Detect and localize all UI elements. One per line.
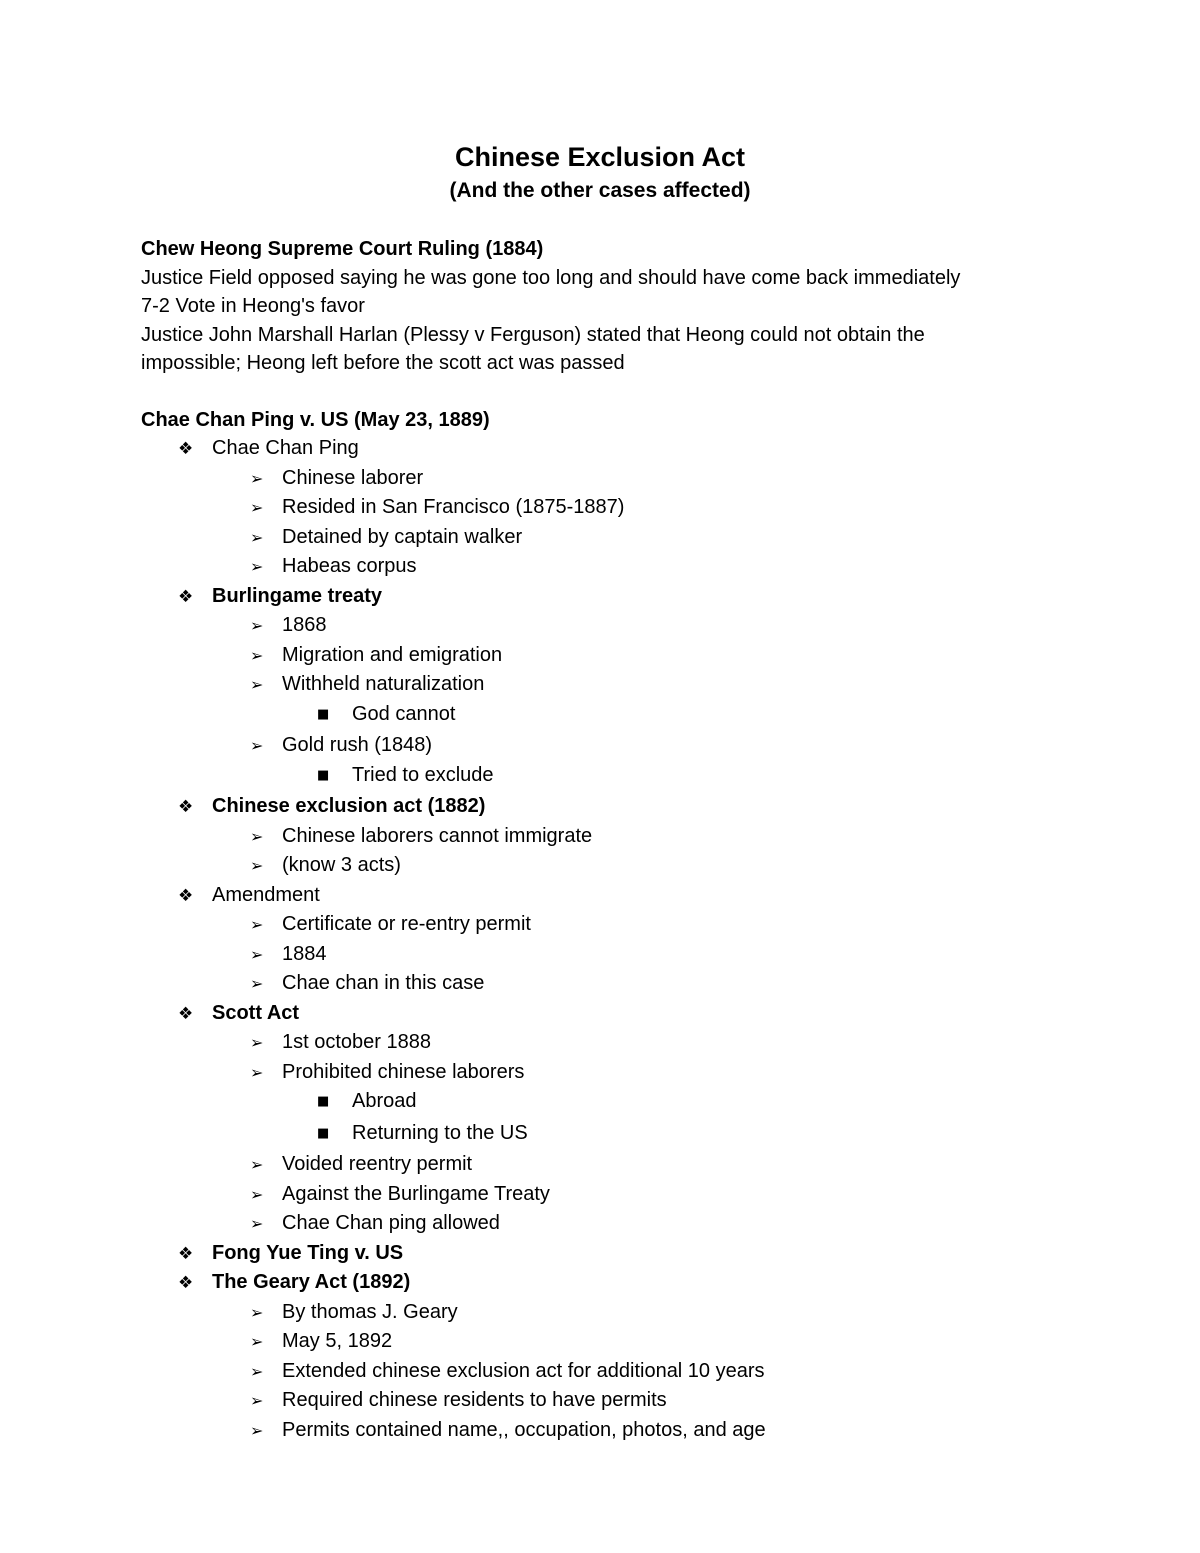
diamond-bullet-icon: ❖ — [178, 885, 194, 906]
sub-list-item — [141, 910, 1061, 940]
arrow-bullet-icon: ➢ — [250, 1155, 264, 1174]
sub-list-item — [141, 1150, 1061, 1180]
list-item — [141, 582, 1061, 612]
arrow-bullet-icon: ➢ — [250, 645, 264, 665]
sub-sub-list-item-label: Tried to exclude — [352, 763, 494, 786]
document-subtitle: (And the other cases affected) — [449, 179, 751, 202]
paragraph-line: Justice Field opposed saying he was gone too long and should have come back immediately — [141, 266, 961, 289]
sub-list-item — [141, 1327, 1061, 1357]
arrow-bullet-icon: ➢ — [250, 1062, 264, 1082]
sub-list-item — [141, 464, 1061, 494]
square-bullet-icon: ■ — [317, 1125, 330, 1141]
sub-list-item — [141, 1028, 1061, 1058]
arrow-bullet-icon: ➢ — [250, 1184, 264, 1204]
sub-list-item-label: 1884 — [282, 942, 327, 965]
section-heading-chew-heong: Chew Heong Supreme Court Ruling (1884) — [141, 238, 544, 260]
list-item-label: Amendment — [212, 883, 320, 906]
arrow-bullet-icon: ➢ — [250, 826, 264, 846]
list-item — [141, 792, 1061, 822]
arrow-bullet-icon: ➢ — [250, 1361, 264, 1381]
sub-list-item — [141, 552, 1061, 582]
sub-list-item-label: Extended chinese exclusion act for additional 10 years — [282, 1359, 765, 1382]
arrow-bullet-icon: ➢ — [250, 944, 264, 964]
list-item-label: Chae Chan Ping — [212, 437, 359, 459]
sub-list-item-label: Detained by captain walker — [282, 525, 523, 548]
square-bullet-icon: ■ — [317, 706, 330, 722]
sub-list-item — [141, 1298, 1061, 1328]
list-item — [141, 881, 1061, 911]
list-item — [141, 1239, 1061, 1269]
diamond-bullet-icon: ❖ — [178, 797, 194, 817]
sub-list-item — [141, 1058, 1061, 1088]
sub-list-item — [141, 1180, 1061, 1210]
list-item — [141, 999, 1061, 1029]
sub-list-item-label: Resided in San Francisco (1875-1887) — [282, 496, 625, 518]
sub-list-item-label: 1st october 1888 — [282, 1031, 431, 1053]
sub-list-item — [141, 822, 1061, 852]
document-title: Chinese Exclusion Act — [454, 142, 746, 172]
sub-list-item-label: Certificate or re-entry permit — [282, 913, 531, 935]
sub-list-item — [141, 523, 1061, 553]
sub-list-item-label: (know 3 acts) — [282, 854, 401, 876]
sub-sub-list-item — [141, 761, 1061, 793]
document-body — [141, 235, 1061, 1445]
sub-list-item — [141, 1416, 1061, 1446]
diamond-bullet-icon: ❖ — [178, 1003, 194, 1024]
list-item-label: Scott Act — [212, 1001, 300, 1024]
sub-sub-list-item — [141, 1119, 1061, 1151]
sub-list-item-label: Against the Burlingame Treaty — [282, 1182, 550, 1205]
list-item — [141, 1268, 1061, 1298]
arrow-bullet-icon: ➢ — [250, 616, 264, 635]
diamond-bullet-icon: ❖ — [178, 1273, 194, 1293]
sub-list-item — [141, 611, 1061, 641]
arrow-bullet-icon: ➢ — [250, 736, 264, 755]
section-heading-chae-chan-ping: Chae Chan Ping v. US (May 23, 1889) — [141, 408, 490, 431]
sub-sub-list-item-label: Abroad — [352, 1090, 417, 1112]
arrow-bullet-icon: ➢ — [250, 974, 264, 993]
sub-list-item-label: Gold rush (1848) — [282, 734, 433, 756]
arrow-bullet-icon: ➢ — [250, 1302, 264, 1322]
sub-list-item-label: May 5, 1892 — [282, 1330, 393, 1352]
arrow-bullet-icon: ➢ — [250, 1391, 264, 1410]
arrow-bullet-icon: ➢ — [250, 527, 264, 547]
sub-list-item — [141, 940, 1061, 970]
diamond-bullet-icon: ❖ — [178, 586, 194, 607]
diamond-bullet-icon: ❖ — [178, 1243, 194, 1264]
sub-list-item — [141, 1386, 1061, 1416]
paragraph-line: Justice John Marshall Harlan (Plessy v Ferguson) stated that Heong could not obtain the — [141, 323, 925, 346]
list-item-label: Burlingame treaty — [212, 584, 383, 607]
square-bullet-icon: ■ — [317, 1094, 330, 1109]
diamond-bullet-icon: ❖ — [178, 439, 194, 459]
sub-sub-list-item-label: God cannot — [352, 702, 456, 725]
arrow-bullet-icon: ➢ — [250, 1332, 264, 1351]
sub-sub-list-item-label: Returning to the US — [352, 1121, 528, 1144]
list-item-label: The Geary Act (1892) — [212, 1271, 411, 1293]
sub-list-item — [141, 851, 1061, 881]
arrow-bullet-icon: ➢ — [250, 915, 264, 934]
list-item-label: Chinese exclusion act (1882) — [212, 795, 486, 817]
arrow-bullet-icon: ➢ — [250, 498, 264, 517]
sub-list-item-label: Chinese laborer — [282, 466, 424, 489]
sub-list-item — [141, 969, 1061, 999]
arrow-bullet-icon: ➢ — [250, 856, 264, 875]
spacer — [141, 378, 1061, 406]
sub-list-item — [141, 1209, 1061, 1239]
list-item-label: Fong Yue Ting v. US — [212, 1241, 404, 1264]
sub-list-item — [141, 670, 1061, 700]
sub-sub-list-item — [141, 700, 1061, 732]
arrow-bullet-icon: ➢ — [250, 468, 264, 488]
arrow-bullet-icon: ➢ — [250, 1214, 264, 1233]
arrow-bullet-icon: ➢ — [250, 1420, 264, 1440]
sub-list-item-label: Permits contained name,, occupation, photos, and age — [282, 1418, 766, 1441]
arrow-bullet-icon: ➢ — [250, 557, 264, 576]
sub-list-item-label: Chae Chan ping allowed — [282, 1212, 500, 1234]
paragraph-line: 7-2 Vote in Heong's favor — [141, 295, 365, 317]
paragraph-line: impossible; Heong left before the scott act was passed — [141, 352, 625, 374]
sub-list-item-label: Migration and emigration — [282, 643, 503, 666]
arrow-bullet-icon: ➢ — [250, 675, 264, 694]
sub-list-item-label: Withheld naturalization — [282, 673, 485, 695]
sub-list-item-label: 1868 — [282, 614, 327, 636]
sub-list-item — [141, 1357, 1061, 1387]
sub-list-item — [141, 641, 1061, 671]
list-item — [141, 434, 1061, 464]
sub-list-item-label: Voided reentry permit — [282, 1153, 473, 1175]
sub-list-item-label: Chinese laborers cannot immigrate — [282, 824, 593, 847]
sub-list-item-label: Habeas corpus — [282, 555, 417, 577]
sub-list-item-label: By thomas J. Geary — [282, 1300, 458, 1323]
sub-list-item-label: Chae chan in this case — [282, 972, 485, 994]
sub-sub-list-item — [141, 1087, 1061, 1119]
sub-list-item — [141, 731, 1061, 761]
square-bullet-icon: ■ — [317, 767, 330, 783]
sub-list-item-label: Prohibited chinese laborers — [282, 1060, 525, 1083]
sub-list-item-label: Required chinese residents to have permits — [282, 1389, 667, 1411]
sub-list-item — [141, 493, 1061, 523]
arrow-bullet-icon: ➢ — [250, 1033, 264, 1052]
